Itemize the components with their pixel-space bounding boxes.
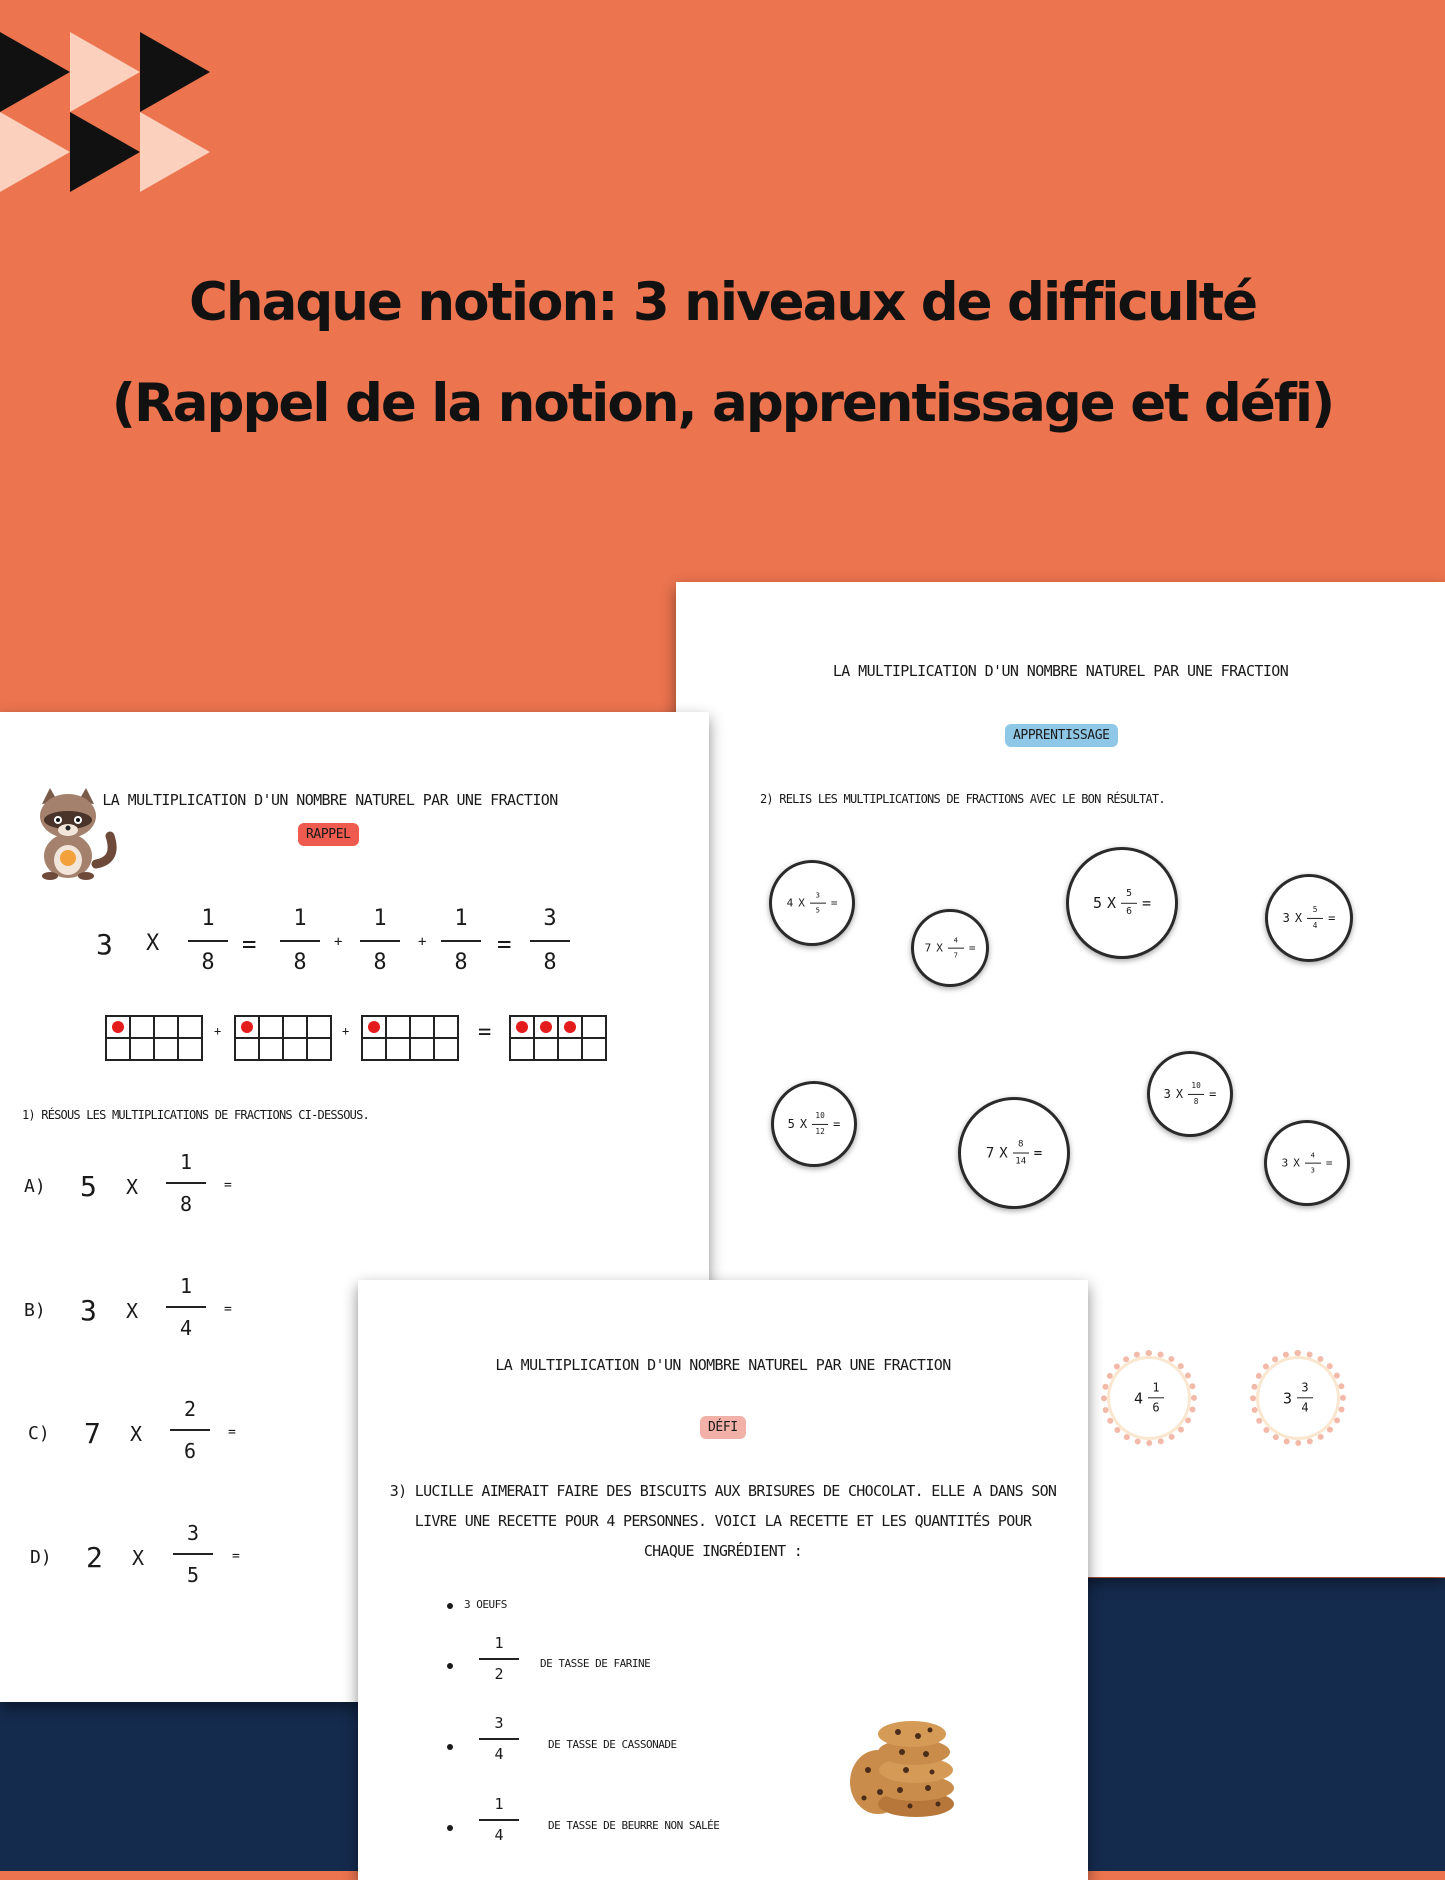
ingredient-text: DE TASSE DE CASSONADE — [548, 1738, 677, 1751]
strip-cell — [410, 1016, 434, 1038]
strip-cell — [434, 1016, 458, 1038]
example-fraction-1: 1 8 — [280, 908, 320, 974]
strip-cell — [283, 1038, 307, 1060]
circle-2[interactable]: 5 X 5 6 = — [1066, 847, 1178, 959]
strip-cell — [130, 1038, 154, 1060]
bullet — [447, 1744, 453, 1750]
example-fraction-0: 1 8 — [188, 908, 228, 974]
circle-6[interactable]: 3 X 10 8 = — [1147, 1051, 1233, 1137]
circle-7[interactable]: 3 X 4 3 = — [1264, 1120, 1350, 1206]
ingredient-text: DE TASSE DE FARINE — [540, 1657, 651, 1670]
strip-cell — [410, 1038, 434, 1060]
circle-3[interactable]: 3 X 5 4 = — [1265, 874, 1353, 962]
strip-dot — [241, 1021, 253, 1033]
strip-cell — [235, 1038, 259, 1060]
circle-5[interactable]: 7 X 8 14 = — [958, 1097, 1070, 1209]
strip-cell — [582, 1016, 606, 1038]
grid-eq: = — [478, 1020, 492, 1045]
fraction-strips — [100, 1012, 620, 1066]
strip-cell — [307, 1038, 331, 1060]
strip-cell — [130, 1016, 154, 1038]
fraction-strip-1 — [235, 1016, 331, 1060]
strip-cell — [106, 1038, 130, 1060]
circle-0[interactable]: 4 X 3 5 = — [769, 860, 855, 946]
strip-cell — [154, 1038, 178, 1060]
strip-cell — [178, 1038, 202, 1060]
example-plus: + — [334, 934, 343, 950]
problem-text: 3) LUCILLE AIMERAIT FAIRE DES BISCUITS AUX BRISURES DE CHOCOLAT. ELLE A DANS SON LIVRE UNE RECETTE POUR 4 PERSONNES. VOICI LA RECETTE ET LES QUANTITÉS POUR CHAQUE INGRÉDIENT : — [389, 1482, 1057, 1560]
worksheet-defi — [358, 1280, 1088, 1880]
strip-cell — [510, 1038, 534, 1060]
example-plus: + — [418, 934, 427, 950]
strip-cell — [386, 1016, 410, 1038]
ingredient-fraction-0: 1 2 — [479, 1636, 519, 1682]
level-badge: APPRENTISSAGE — [1005, 724, 1118, 747]
ingredient-fraction-2: 1 4 — [479, 1797, 519, 1843]
strip-dot — [540, 1021, 552, 1033]
ingredient-eggs: 3 OEUFS — [464, 1598, 507, 1611]
instruction: 2) RELIS LES MULTIPLICATIONS DE FRACTIONS AVEC LE BON RÉSULTAT. — [760, 792, 1165, 806]
triangle-pattern — [0, 0, 220, 210]
strip-cell — [259, 1038, 283, 1060]
circle-1[interactable]: 7 X 4 7 = — [911, 909, 989, 987]
bullet — [447, 1825, 453, 1831]
instruction: 1) RÉSOUS LES MULTIPLICATIONS DE FRACTIONS CI-DESSOUS. — [22, 1108, 369, 1122]
example-fraction-4: 3 8 — [530, 908, 570, 974]
ingredient-text: DE TASSE DE BEURRE NON SALÉE — [548, 1819, 720, 1832]
strip-cell — [582, 1038, 606, 1060]
strip-cell — [307, 1016, 331, 1038]
page-title: LA MULTIPLICATION D'UN NOMBRE NATUREL PAR UNE FRACTION — [832, 662, 1289, 680]
strip-cell — [434, 1038, 458, 1060]
ingredient-fraction-1: 3 4 — [479, 1716, 519, 1762]
example-fraction-2: 1 8 — [360, 908, 400, 974]
header-line-1: Chaque notion: 3 niveaux de difficulté — [188, 272, 1257, 333]
strip-dot — [112, 1021, 124, 1033]
strip-dot — [368, 1021, 380, 1033]
page-title: LA MULTIPLICATION D'UN NOMBRE NATUREL PAR UNE FRACTION — [495, 1356, 951, 1374]
bullet — [447, 1603, 453, 1609]
example-whole: 3 — [96, 928, 113, 961]
strip-cell — [362, 1038, 386, 1060]
example-eq: = — [242, 930, 257, 958]
page-title: LA MULTIPLICATION D'UN NOMBRE NATUREL PAR UNE FRACTION — [102, 791, 558, 809]
fraction-strip-3 — [510, 1016, 606, 1060]
fraction-strip-0 — [106, 1016, 202, 1060]
grid-plus: + — [214, 1024, 222, 1038]
bullet — [447, 1663, 453, 1669]
level-badge: RAPPEL — [298, 823, 359, 846]
strip-dot — [516, 1021, 528, 1033]
cookies-icon — [844, 1712, 964, 1822]
strip-cell — [178, 1016, 202, 1038]
worksheet-rappel: LA MULTIPLICATION D'UN NOMBRE NATUREL PAR UNE FRACTION RAPPEL 3 X 1 8 = 1 8 + 1 8 + 1 8 = 3 8 + + = 1) RÉSOUS LES MULTIPLICATIONS DE FRACTIONS CI-DESSOUS. A) 5 X 1 8 = B) 3 X 1 4 = C) 7 X 2 6 = D) 2 X 3 5 = — [0, 712, 709, 1702]
strip-cell — [283, 1016, 307, 1038]
circle-4[interactable]: 5 X 10 12 = — [771, 1081, 857, 1167]
answer-wreath-1[interactable]: 3 3 4 — [1250, 1350, 1346, 1446]
example-times: X — [146, 931, 160, 956]
strip-cell — [386, 1038, 410, 1060]
strip-cell — [534, 1038, 558, 1060]
strip-cell — [154, 1016, 178, 1038]
fraction-strip-2 — [362, 1016, 458, 1060]
level-badge: DÉFI — [700, 1416, 746, 1439]
strip-dot — [564, 1021, 576, 1033]
answer-wreath-0[interactable]: 4 1 6 — [1101, 1350, 1197, 1446]
strip-cell — [558, 1038, 582, 1060]
strip-cell — [259, 1016, 283, 1038]
grid-plus: + — [342, 1024, 350, 1038]
example-fraction-3: 1 8 — [441, 908, 481, 974]
header-line-2: (Rappel de la notion, apprentissage et défi) — [111, 373, 1334, 434]
example-eq: = — [497, 930, 512, 958]
